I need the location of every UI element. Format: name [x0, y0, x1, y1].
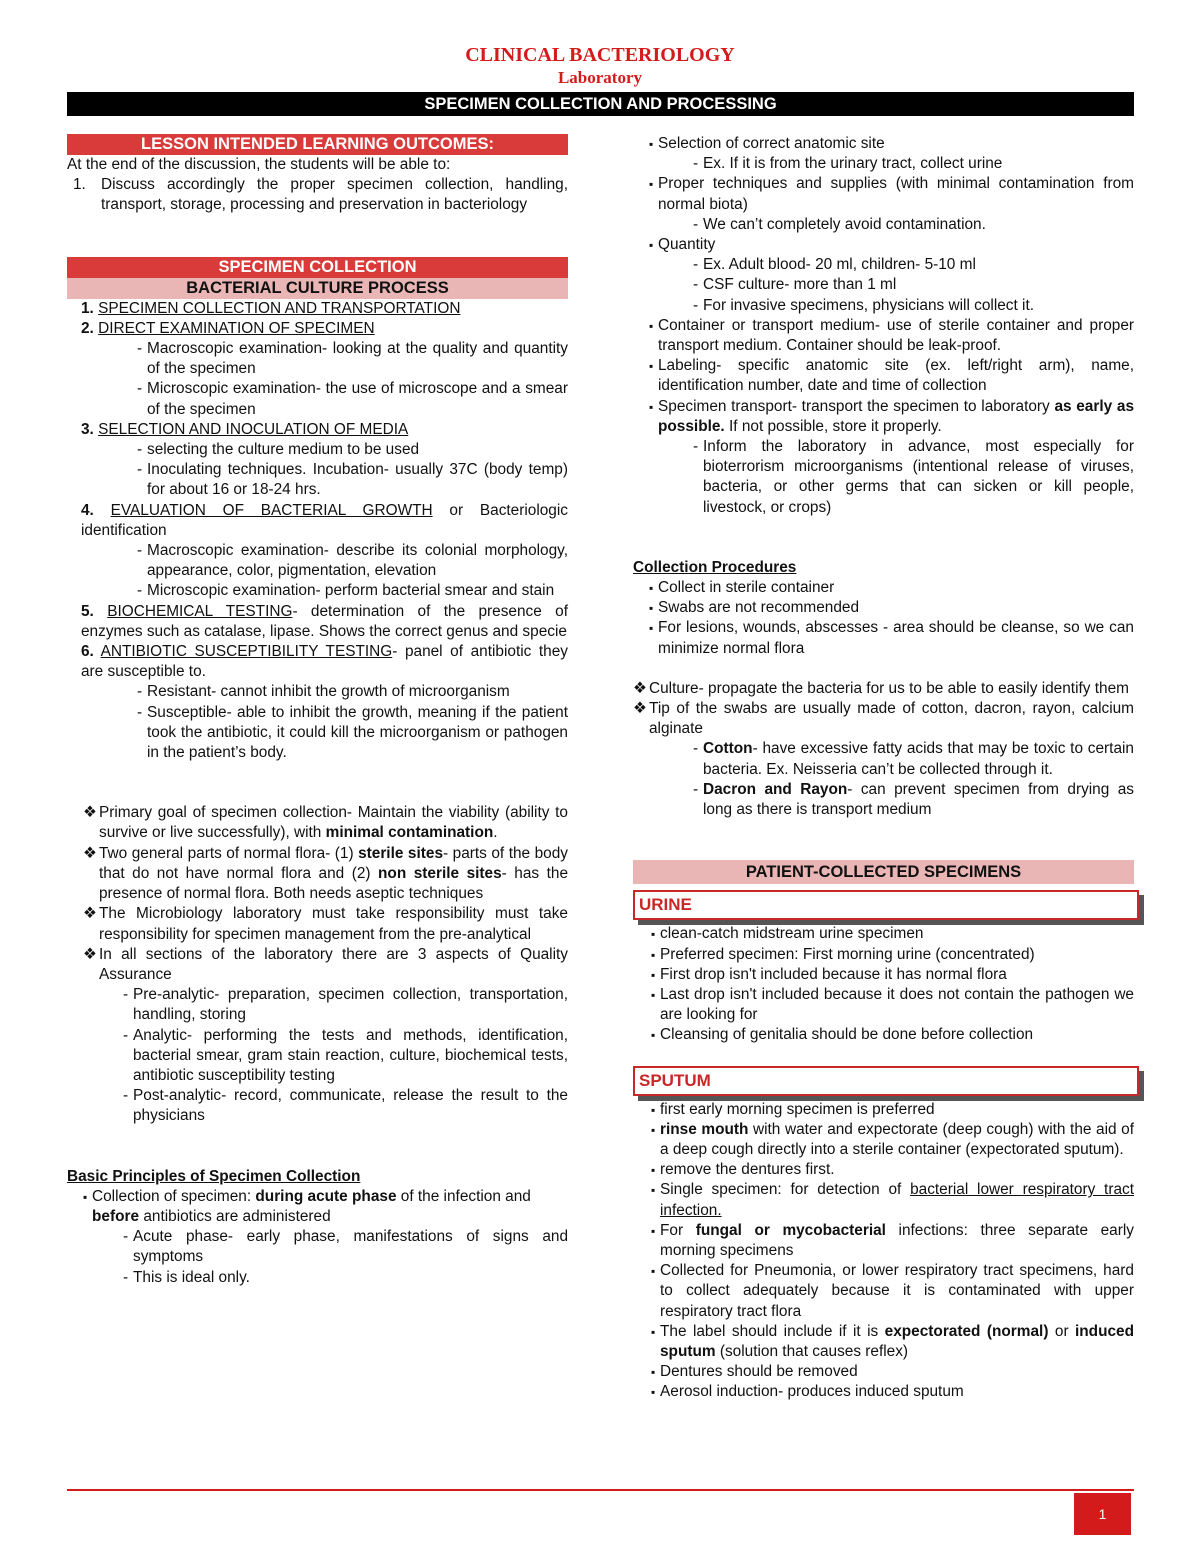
sputum-list [633, 1100, 1134, 1403]
urine-item: ▪ clean-catch midstream urine specimen [651, 924, 1134, 944]
bacterial-culture-process-heading: BACTERIAL CULTURE PROCESS [67, 278, 568, 299]
key-points-list [67, 803, 568, 1126]
principle-sub: - Inform the laboratory in advance, most especially for bioterrorism microorganisms (intentional release of viruses, bacteria, or other germs that can sicken or kill people, livestock, or crops) [693, 438, 1134, 516]
urine-item: ▪ Cleansing of genitalia should be done before collection [651, 1025, 1134, 1045]
square-bullet-icon: ▪ [649, 359, 654, 374]
qa-sub: - Pre-analytic- preparation, specimen collection, transportation, handling, storing [123, 986, 568, 1024]
collection-procedures-list [633, 578, 1134, 659]
principle-item: ▪ Quantity [649, 235, 1134, 255]
sputum-item: ▪ Dentures should be removed [651, 1362, 1134, 1382]
square-bullet-icon: ▪ [651, 1122, 656, 1137]
step-5: 5. BIOCHEMICAL TESTING- determination of the presence of enzymes such as catalase, lipase. Shows the correct genus and specie [81, 602, 568, 640]
principle-item: ▪ Selection of correct anatomic site [649, 134, 1134, 154]
procedure-item: ▪ Swabs are not recommended [649, 598, 1134, 618]
principle-sub: - We can’t completely avoid contamination. [693, 215, 986, 233]
diamond-bullet-icon: ❖ [83, 844, 97, 862]
qa-sub: - Post-analytic- record, communicate, release the result to the physicians [123, 1087, 568, 1125]
step-4-sub: - Macroscopic examination- describe its colonial morphology, appearance, color, pigmentation, elevation [137, 542, 568, 580]
key-point: ❖ The Microbiology laboratory must take responsibility must take responsibility for specimen management from the pre-analytical [83, 904, 568, 944]
step-3-sub: - selecting the culture medium to be used [137, 441, 420, 459]
diamond-bullet-icon: ❖ [83, 945, 97, 963]
square-bullet-icon: ▪ [651, 1028, 656, 1043]
key-point: ❖ Two general parts of normal flora- (1) sterile sites- parts of the body that do not have normal flora and (2) non sterile sites- has the presence of normal flora. Both needs aseptic techniques [83, 844, 568, 905]
square-bullet-icon: ▪ [649, 621, 654, 636]
sputum-item: ▪ Collected for Pneumonia, or lower respiratory tract specimens, hard to collect adequately because it is contaminated with upper respiratory tract flora [651, 1261, 1134, 1322]
square-bullet-icon: ▪ [649, 137, 654, 151]
sputum-item: ▪ Aerosol induction- produces induced sputum [651, 1382, 1134, 1402]
step-2-sub: - Macroscopic examination- looking at the quality and quantity of the specimen [137, 340, 568, 378]
lilo-intro: At the end of the discussion, the students will be able to: [67, 156, 451, 173]
qa-sub: - Analytic- performing the tests and methods, identification, bacterial smear, gram stain reaction, culture, biochemical tests, antibiotic susceptibility testing [123, 1026, 568, 1084]
sputum-item: ▪ For fungal or mycobacterial infections: three separate early morning specimens [651, 1221, 1134, 1261]
procedure-item: ▪ For lesions, wounds, abscesses - area should be cleanse, so we can minimize normal flora [649, 618, 1134, 658]
diamond-bullet-icon: ❖ [633, 679, 647, 697]
basic-principles-list [67, 1187, 568, 1288]
sputum-item: ▪ first early morning specimen is preferred [651, 1100, 1134, 1120]
square-bullet-icon: ▪ [651, 927, 656, 942]
lilo-item: 1. Discuss accordingly the proper specimen collection, handling, transport, storage, processing and preservation in bacteriology [73, 176, 568, 214]
diamond-bullet-icon: ❖ [83, 804, 97, 822]
urine-item: ▪ First drop isn't included because it has normal flora [651, 965, 1134, 985]
diamond-bullet-icon: ❖ [83, 905, 97, 923]
principle-sub: - CSF culture- more than 1 ml [693, 276, 897, 294]
patient-collected-heading: PATIENT-COLLECTED SPECIMENS [633, 860, 1134, 884]
urine-list [633, 924, 1134, 1045]
swab-notes [633, 679, 1134, 820]
square-bullet-icon: ▪ [651, 1365, 656, 1380]
square-bullet-icon: ▪ [649, 238, 654, 253]
square-bullet-icon: ▪ [649, 601, 654, 616]
step-4-sub: - Microscopic examination- perform bacterial smear and stain [137, 582, 555, 600]
basic-principles-heading: Basic Principles of Specimen Collection [67, 1167, 361, 1185]
lilo-heading: LESSON INTENDED LEARNING OUTCOMES: [67, 134, 568, 155]
urine-heading: URINE [633, 890, 1139, 920]
procedure-item: ▪ Collect in sterile container [649, 578, 1134, 598]
principles-continued [633, 134, 1134, 518]
square-bullet-icon: ▪ [649, 399, 654, 414]
principle-sub: - Acute phase- early phase, manifestations of signs and symptoms [123, 1228, 568, 1266]
square-bullet-icon: ▪ [651, 947, 656, 962]
diamond-bullet-icon: ❖ [633, 700, 647, 718]
square-bullet-icon: ▪ [649, 318, 654, 333]
step-6-sub: - Susceptible- able to inhibit the growth, meaning if the patient took the antibiotic, it could kill the microorganism or pathogen in the patient’s body. [137, 703, 568, 762]
section-banner: SPECIMEN COLLECTION AND PROCESSING [67, 92, 1134, 116]
square-bullet-icon: ▪ [649, 177, 654, 192]
key-point: ❖ Culture- propagate the bacteria for us to be able to easily identify them [633, 679, 1134, 699]
step-3: 3. SELECTION AND INOCULATION OF MEDIA [81, 420, 409, 438]
principle-item: ▪ Specimen transport- transport the specimen to laboratory as early as possible. If not possible, store it properly. [649, 397, 1134, 437]
square-bullet-icon: ▪ [651, 1163, 656, 1178]
principle-sub: - This is ideal only. [123, 1268, 250, 1286]
step-3-sub: - Inoculating techniques. Incubation- usually 37C (body temp) for about 16 or 18-24 hrs. [137, 461, 568, 499]
swab-sub: - Cotton- have excessive fatty acids that may be toxic to certain bacteria. Ex. Neisseria can’t be collected through it. [693, 740, 1134, 778]
sputum-item: ▪ Single specimen: for detection of bacterial lower respiratory tract infection. [651, 1180, 1134, 1220]
key-point: ❖ In all sections of the laboratory there are 3 aspects of Quality Assurance [83, 945, 568, 985]
sputum-item: ▪ remove the dentures first. [651, 1160, 1134, 1180]
specimen-collection-heading: SPECIMEN COLLECTION [67, 257, 568, 278]
square-bullet-icon: ▪ [651, 1264, 656, 1279]
page-number: 1 [1074, 1493, 1131, 1535]
document-title: CLINICAL BACTERIOLOGY [465, 44, 735, 66]
square-bullet-icon: ▪ [651, 1385, 656, 1400]
urine-item: ▪ Preferred specimen: First morning urine (concentrated) [651, 945, 1134, 965]
principle-item: ▪ Proper techniques and supplies (with minimal contamination from normal biota) [649, 174, 1134, 214]
principle-sub: - Ex. Adult blood- 20 ml, children- 5-10 ml [693, 256, 976, 274]
key-point: ❖ Primary goal of specimen collection- Maintain the viability (ability to survive or live successfully), with minimal contamination. [83, 803, 568, 843]
collection-procedures-heading: Collection Procedures [633, 558, 797, 576]
right-column [633, 134, 1134, 1403]
square-bullet-icon: ▪ [651, 1183, 656, 1198]
key-point: ❖ Tip of the swabs are usually made of cotton, dacron, rayon, calcium alginate [633, 699, 1134, 739]
square-bullet-icon: ▪ [651, 967, 656, 982]
step-2-sub: - Microscopic examination- the use of microscope and a smear of the specimen [137, 380, 568, 418]
document-subtitle: Laboratory [557, 68, 643, 87]
step-6-sub: - Resistant- cannot inhibit the growth of microorganism [137, 683, 510, 701]
footer-rule [67, 1489, 1134, 1491]
principle-sub: - Ex. If it is from the urinary tract, collect urine [693, 155, 1003, 173]
swab-sub: - Dacron and Rayon- can prevent specimen from drying as long as there is transport medium [693, 780, 1134, 819]
sputum-item: ▪ rinse mouth with water and expectorate (deep cough) with the aid of a deep cough directly into a sterile container (expectorated sputum). [651, 1120, 1134, 1160]
step-1: 1. SPECIMEN COLLECTION AND TRANSPORTATION [81, 299, 461, 317]
square-bullet-icon: ▪ [651, 1223, 656, 1238]
principle-item: ▪ Collection of specimen: during acute phase of the infection and before antibiotics are administered [83, 1187, 568, 1227]
square-bullet-icon: ▪ [83, 1189, 88, 1204]
principle-sub: - For invasive specimens, physicians will collect it. [693, 296, 1035, 314]
step-4: 4. EVALUATION OF BACTERIAL GROWTH or Bacteriologic identification [81, 501, 568, 539]
step-6: 6. ANTIBIOTIC SUSCEPTIBILITY TESTING- panel of antibiotic they are susceptible to. [81, 643, 568, 681]
step-2: 2. DIRECT EXAMINATION OF SPECIMEN [81, 319, 375, 337]
square-bullet-icon: ▪ [651, 987, 656, 1002]
left-column [67, 134, 568, 1288]
sputum-item: ▪ The label should include if it is expectorated (normal) or induced sputum (solution that causes reflex) [651, 1322, 1134, 1362]
sputum-heading: SPUTUM [633, 1066, 1139, 1096]
principle-item: ▪ Labeling- specific anatomic site (ex. left/right arm), name, identification number, date and time of collection [649, 356, 1134, 396]
square-bullet-icon: ▪ [651, 1102, 656, 1117]
square-bullet-icon: ▪ [649, 581, 654, 596]
principle-item: ▪ Container or transport medium- use of sterile container and proper transport medium. Container should be leak-proof. [649, 316, 1134, 356]
culture-process-list [67, 299, 568, 764]
urine-item: ▪ Last drop isn't included because it does not contain the pathogen we are looking for [651, 985, 1134, 1025]
square-bullet-icon: ▪ [651, 1324, 656, 1339]
